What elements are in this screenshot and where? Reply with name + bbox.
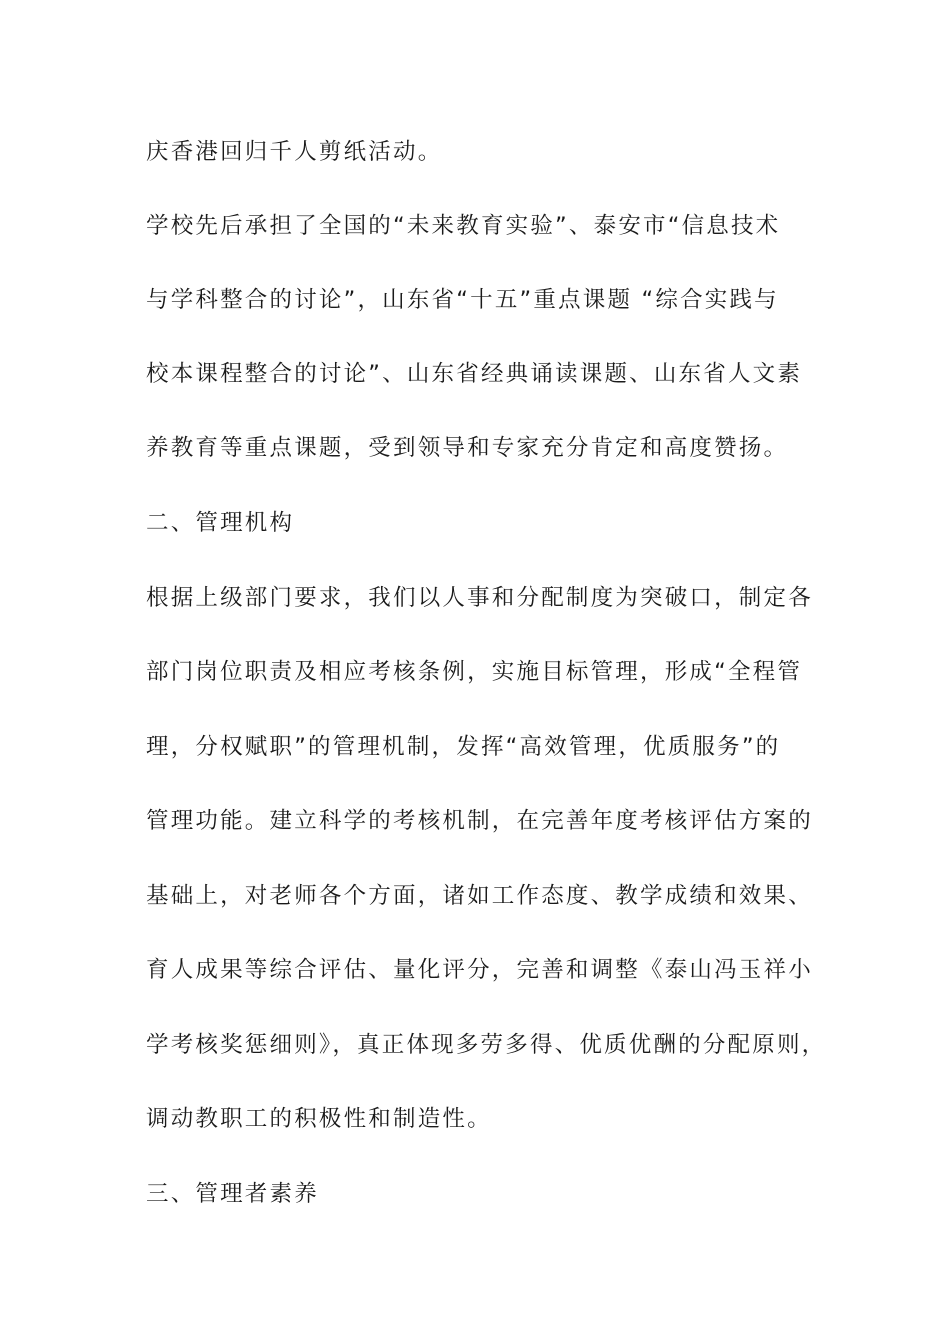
paragraph-line: 理，分权赋职”的管理机制，发挥“高效管理，优质服务”的 xyxy=(146,734,781,760)
paragraph-line: 养教育等重点课题，受到领导和专家充分肯定和高度赞扬。 xyxy=(146,435,789,461)
paragraph-line: 与学科整合的讨论”，山东省“十五”重点课题 “综合实践与 xyxy=(146,287,779,313)
paragraph-line: 学校先后承担了全国的“未来教育实验”、泰安市“信息技术 xyxy=(146,213,781,239)
paragraph-line: 调动教职工的积极性和制造性。 xyxy=(146,1106,492,1132)
section-heading: 三、管理者素养 xyxy=(146,1181,319,1207)
paragraph-line: 学考核奖惩细则》，真正体现多劳多得、优质优酬的分配原则， xyxy=(146,1032,827,1058)
paragraph-line: 根据上级部门要求，我们以人事和分配制度为突破口，制定各 xyxy=(146,585,813,611)
paragraph-line: 基础上，对老师各个方面，诸如工作态度、教学成绩和效果、 xyxy=(146,883,813,909)
paragraph-line: 管理功能。建立科学的考核机制，在完善年度考核评估方案的 xyxy=(146,808,813,834)
section-heading: 二、管理机构 xyxy=(146,510,295,536)
paragraph-line: 部门岗位职责及相应考核条例，实施目标管理，形成“全程管 xyxy=(146,659,803,685)
paragraph-line: 育人成果等综合评估、量化评分，完善和调整《泰山冯玉祥小 xyxy=(146,957,813,983)
paragraph-line: 庆香港回归千人剪纸活动。 xyxy=(146,139,443,165)
paragraph-line: 校本课程整合的讨论”、山东省经典诵读课题、山东省人文素 xyxy=(146,361,803,387)
